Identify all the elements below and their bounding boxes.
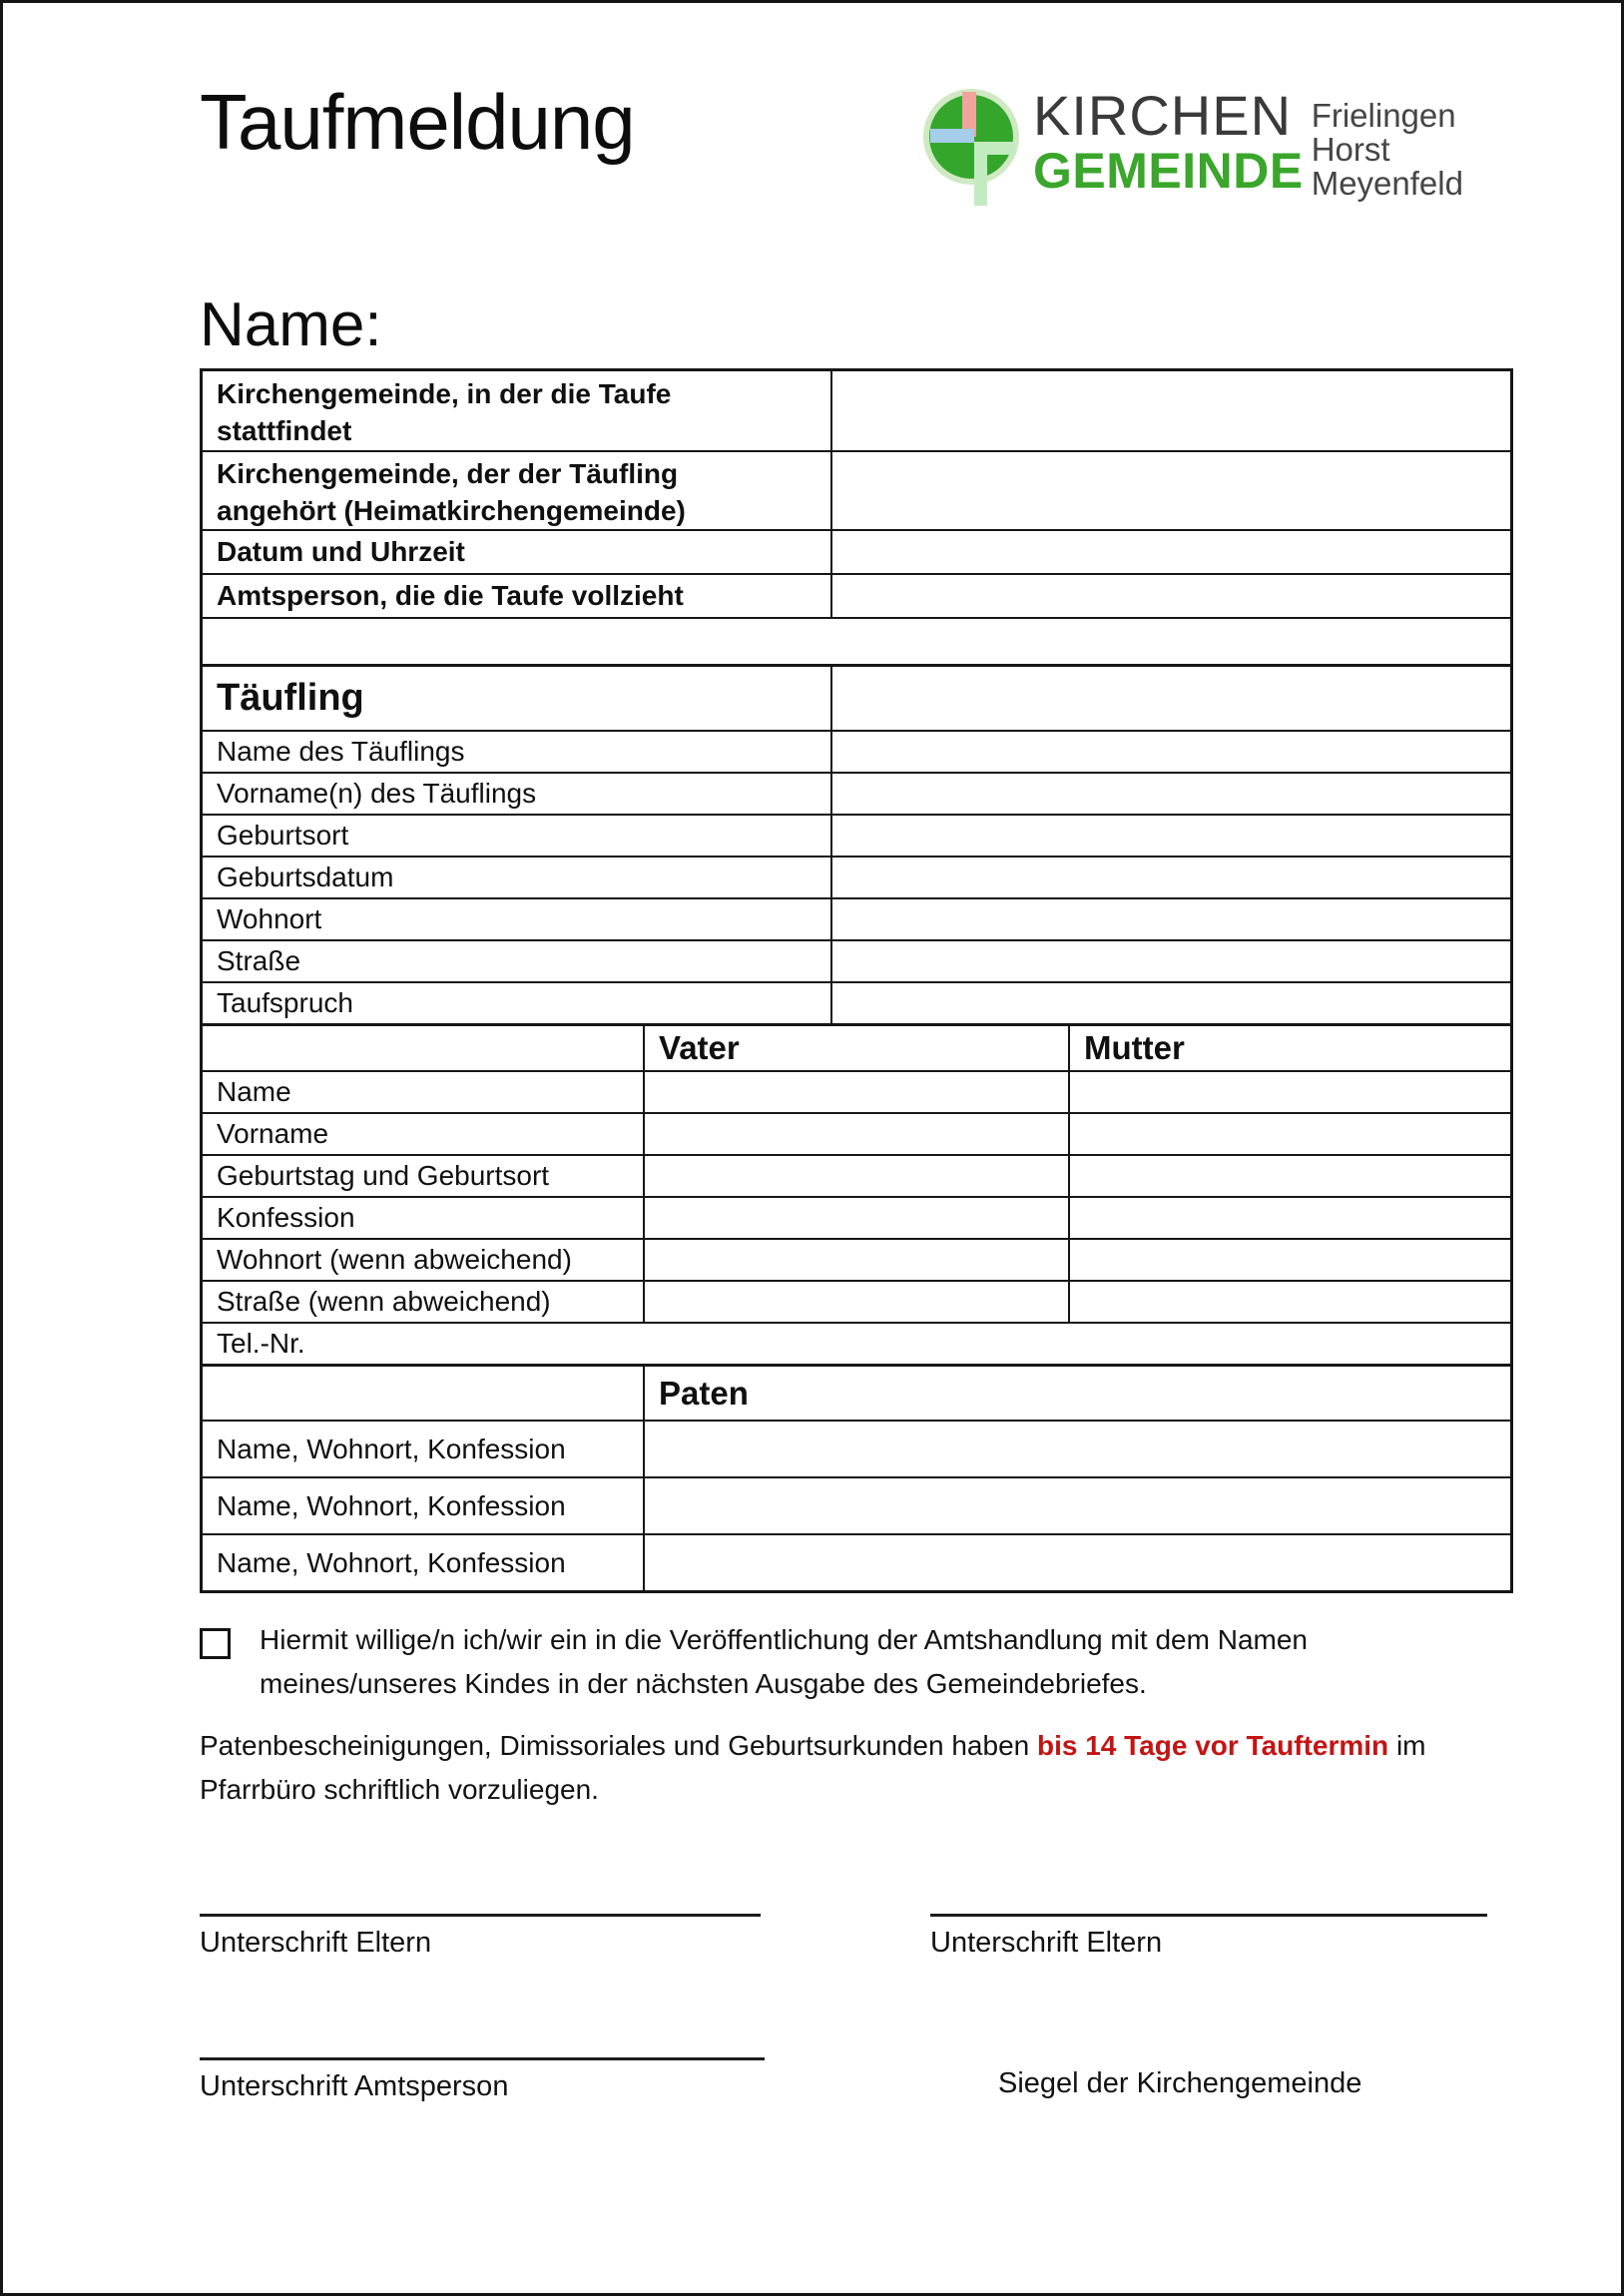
- input-taufe-kirchengemeinde[interactable]: [830, 371, 1510, 450]
- row-label: Geburtsort: [217, 820, 349, 851]
- logo-place-names: [1312, 87, 1463, 201]
- consent-checkbox[interactable]: [200, 1628, 231, 1659]
- input-datum-uhrzeit[interactable]: [830, 531, 1510, 573]
- table-row: [203, 1280, 1510, 1322]
- row-label: Name des Täuflings: [217, 736, 465, 767]
- table-row: [203, 1533, 1510, 1590]
- input-heimat-kirchengemeinde[interactable]: [830, 452, 1510, 529]
- input-taeufling-geburtsort[interactable]: [830, 816, 1510, 856]
- logo-word-gemeinde: GEMEINDE: [1033, 143, 1304, 199]
- input-vater-geburt[interactable]: [643, 1156, 1068, 1196]
- input-vater-wohnort[interactable]: [643, 1240, 1068, 1280]
- logo-wordmark: [1033, 84, 1304, 199]
- row-label: Straße (wenn abweichend): [217, 1286, 551, 1317]
- row-label: Wohnort (wenn abweichend): [217, 1244, 572, 1275]
- logo-place-horst: Horst: [1311, 131, 1390, 168]
- row-label: Name, Wohnort, Konfession: [217, 1546, 566, 1578]
- row-label: Geburtstag und Geburtsort: [217, 1160, 550, 1191]
- column-header-mutter: Mutter: [1068, 1026, 1510, 1070]
- consent-text: Hiermit willige/n ich/wir ein in die Veröffentlichung der Amtshandlung mit dem Namen meines/unseres Kindes in der nächsten Ausgabe des Gemeindebriefes.: [260, 1624, 1308, 1699]
- row-label: Geburtsdatum: [217, 861, 394, 892]
- signature-block-official: [200, 2011, 765, 2103]
- section-title-taeufling: Täufling: [217, 677, 364, 719]
- input-mutter-geburt[interactable]: [1068, 1156, 1510, 1196]
- table-row: [203, 529, 1510, 573]
- row-label: Datum und Uhrzeit: [217, 536, 465, 567]
- baptism-form-table: [200, 368, 1513, 1593]
- input-taeufling-vornamen[interactable]: [830, 774, 1510, 814]
- empty-cell: [203, 1026, 643, 1070]
- row-label: Straße: [217, 945, 301, 976]
- parents-header-row: [203, 1023, 1510, 1070]
- table-row: [203, 1420, 1510, 1476]
- input-vater-strasse[interactable]: [643, 1282, 1068, 1322]
- section-title-paten: Paten: [643, 1367, 1510, 1420]
- input-taeufling-strasse[interactable]: [830, 941, 1510, 981]
- input-amtsperson[interactable]: [830, 575, 1510, 617]
- input-vater-vorname[interactable]: [643, 1114, 1068, 1154]
- input-taeufling-geburtsdatum[interactable]: [830, 858, 1510, 897]
- section-header-row: [203, 664, 1510, 730]
- table-row: [203, 772, 1510, 814]
- signature-label: Unterschrift Amtsperson: [200, 2070, 509, 2102]
- input-tel-nr[interactable]: [305, 1324, 1510, 1364]
- empty-cell: [203, 1367, 643, 1420]
- row-label: Wohnort: [217, 903, 322, 934]
- table-row: [203, 1112, 1510, 1154]
- table-row: [203, 1476, 1510, 1533]
- paten-header-row: [203, 1364, 1510, 1420]
- row-label: Name, Wohnort, Konfession: [217, 1433, 566, 1464]
- input-mutter-konfession[interactable]: [1068, 1198, 1510, 1238]
- table-row: [203, 981, 1510, 1023]
- signature-block-parent-left: [200, 1868, 761, 1960]
- seal-label: Siegel der Kirchengemeinde: [998, 2067, 1362, 2099]
- logo-word-kirchen: KIRCHEN: [1033, 84, 1293, 147]
- page-title: Taufmeldung: [200, 78, 635, 166]
- name-heading: Name:: [200, 290, 382, 359]
- row-label: Tel.-Nr.: [217, 1328, 305, 1359]
- row-label: Kirchengemeinde, in der die Taufe stattfindet: [217, 377, 672, 446]
- input-vater-konfession[interactable]: [643, 1198, 1068, 1238]
- table-row: [203, 856, 1510, 897]
- signature-line-parent-right[interactable]: [930, 1868, 1487, 1917]
- deadline-highlight: bis 14 Tage vor Tauftermin: [1037, 1730, 1389, 1761]
- input-pate-2[interactable]: [643, 1478, 1510, 1533]
- input-mutter-vorname[interactable]: [1068, 1114, 1510, 1154]
- row-label: Name, Wohnort, Konfession: [217, 1489, 566, 1521]
- column-header-vater: Vater: [643, 1026, 1068, 1070]
- signature-block-parent-right: [930, 1868, 1487, 1960]
- church-logo: [921, 84, 1463, 211]
- logo-place-meyenfeld: Meyenfeld: [1311, 165, 1463, 202]
- table-row: [203, 814, 1510, 856]
- signature-line-official[interactable]: [200, 2011, 765, 2060]
- row-label: Konfession: [217, 1202, 355, 1233]
- row-label: Amtsperson, die die Taufe vollzieht: [217, 580, 684, 611]
- table-row: [203, 730, 1510, 772]
- row-label: Vorname: [217, 1118, 329, 1149]
- signature-label: Unterschrift Eltern: [200, 1927, 432, 1959]
- deadline-notice: Patenbescheinigungen, Dimissoriales und Geburtsurkunden haben bis 14 Tage vor Tauftermin im Pfarrbüro schriftlich vorzuliegen.: [200, 1730, 1426, 1805]
- church-cross-icon: [921, 87, 1023, 211]
- row-label: Name: [217, 1076, 291, 1107]
- table-row: [203, 450, 1510, 529]
- input-mutter-wohnort[interactable]: [1068, 1240, 1510, 1280]
- table-row: [203, 573, 1510, 617]
- input-taeufling-wohnort[interactable]: [830, 899, 1510, 939]
- table-row: [203, 1154, 1510, 1196]
- table-row: [203, 1238, 1510, 1280]
- empty-cell: [203, 619, 1510, 664]
- table-row: [203, 1322, 1510, 1364]
- input-taeufling-taufspruch[interactable]: [830, 983, 1510, 1023]
- table-row: [203, 1070, 1510, 1112]
- table-row: [203, 1196, 1510, 1238]
- input-pate-3[interactable]: [643, 1535, 1510, 1590]
- input-vater-name[interactable]: [643, 1072, 1068, 1112]
- table-row: [203, 939, 1510, 981]
- input-mutter-strasse[interactable]: [1068, 1282, 1510, 1322]
- logo-place-frielingen: Frielingen: [1311, 97, 1456, 134]
- table-row: [203, 897, 1510, 939]
- empty-cell: [830, 667, 1510, 730]
- table-row: [203, 371, 1510, 450]
- row-label: Vorname(n) des Täuflings: [217, 778, 537, 809]
- input-taeufling-name[interactable]: [830, 732, 1510, 772]
- row-label: Taufspruch: [217, 987, 353, 1018]
- input-pate-1[interactable]: [643, 1422, 1510, 1476]
- empty-spacer-row: [203, 617, 1510, 664]
- signature-line-parent-left[interactable]: [200, 1868, 761, 1917]
- signature-label: Unterschrift Eltern: [930, 1927, 1163, 1959]
- input-mutter-name[interactable]: [1068, 1072, 1510, 1112]
- consent-section: [200, 1618, 1417, 1706]
- row-label: Kirchengemeinde, der der Täufling angehört (Heimatkirchengemeinde): [217, 457, 686, 526]
